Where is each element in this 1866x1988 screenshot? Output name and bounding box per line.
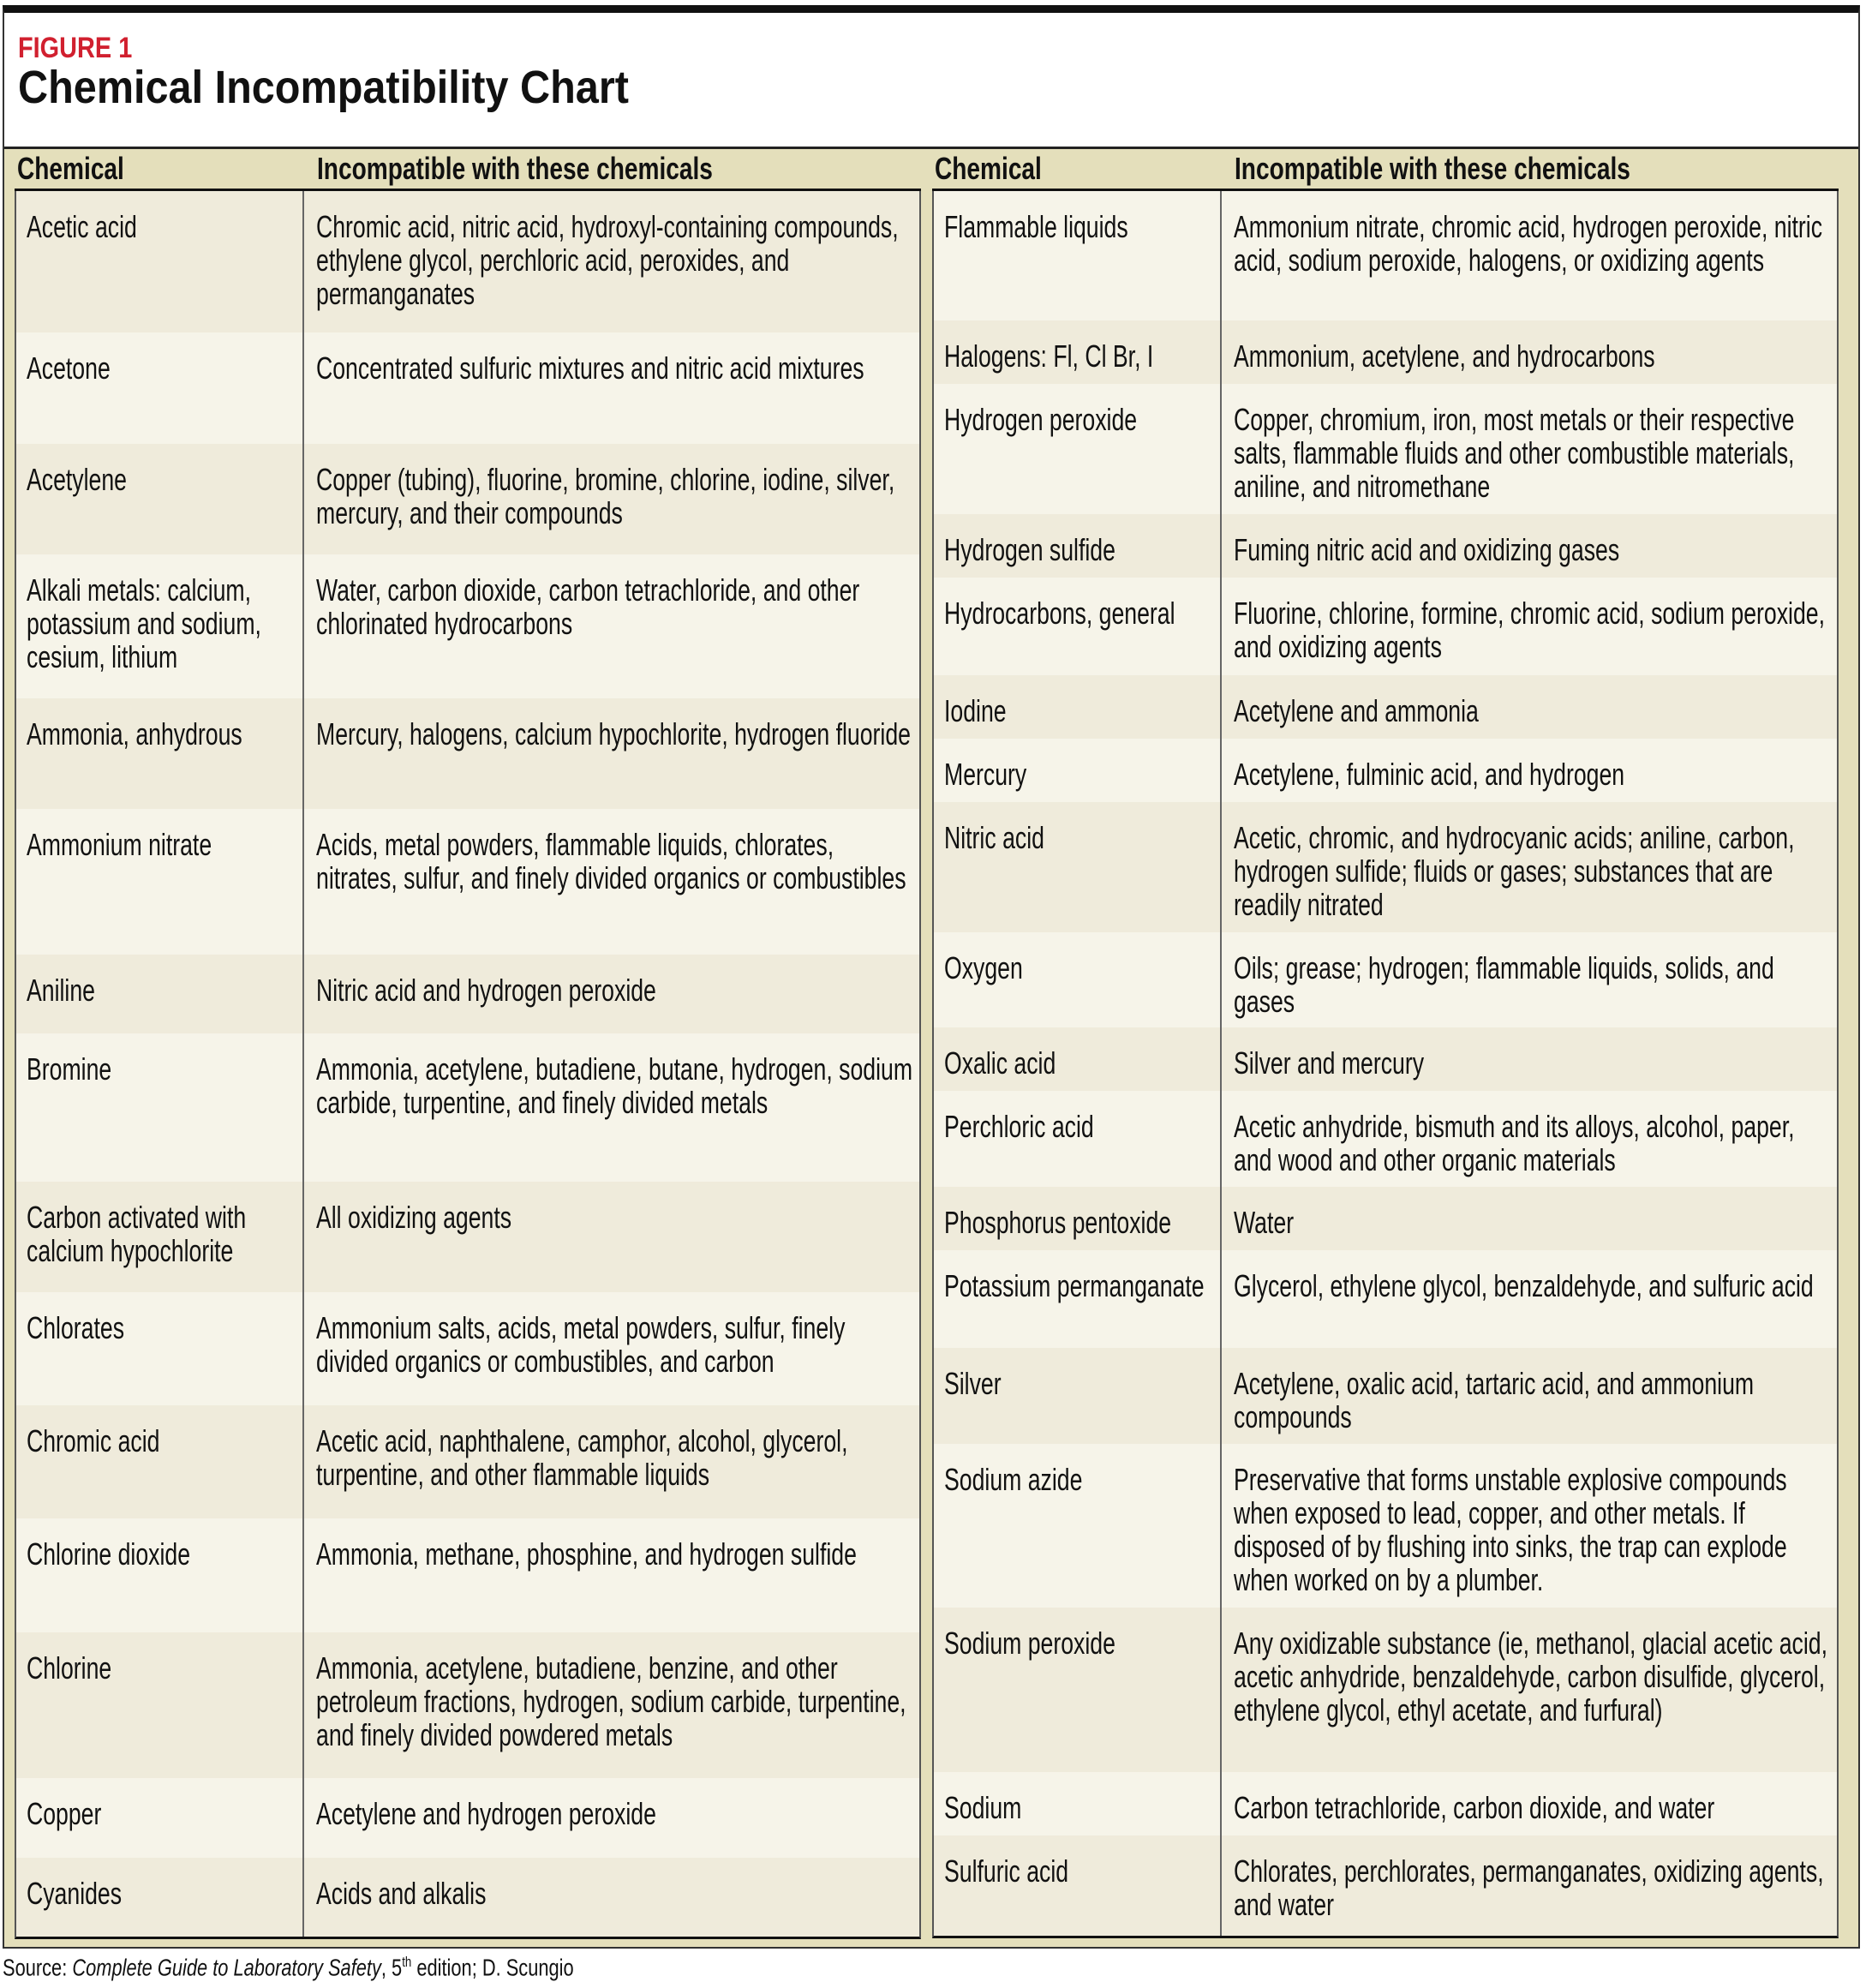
chemical-cell	[934, 1608, 1222, 1772]
chemical-name: Phosphorus pentoxide	[944, 1205, 1172, 1240]
incompatible-text: Ammonium nitrate, chromic acid, hydrogen peroxide, nitric acid, sodium peroxide, halogens, or oxidizing agents	[1234, 209, 1823, 278]
table-row	[934, 1091, 1837, 1187]
incompatible-cell	[304, 1632, 919, 1778]
chemical-cell	[934, 1348, 1222, 1444]
table-row	[16, 809, 919, 955]
table-row	[16, 955, 919, 1033]
chemical-cell	[16, 955, 304, 1033]
incompatible-text: Chlorates, perchlorates, permanganates, oxidizing agents, and water	[1234, 1853, 1824, 1922]
incompatible-text: Mercury, halogens, calcium hypochlorite, hydrogen fluoride	[316, 716, 911, 751]
table-row	[934, 1187, 1837, 1250]
chemical-cell	[934, 1091, 1222, 1187]
chemical-cell	[16, 1292, 304, 1405]
incompatible-text: Ammonium salts, acids, metal powders, sulfur, finely divided organics or combustibles, and carbon	[316, 1310, 846, 1379]
table-row	[934, 1348, 1837, 1444]
incompatible-cell	[304, 191, 919, 332]
chemical-name: Ammonia, anhydrous	[27, 716, 242, 751]
table-row	[934, 1608, 1837, 1772]
incompatible-text: Copper, chromium, iron, most metals or their respective salts, flammable fluids and other combustible materials, aniline, and nitromethane	[1234, 402, 1795, 504]
column-header-chemical: Chemical	[935, 151, 1042, 186]
table-row	[934, 1444, 1837, 1608]
incompatible-text: Water, carbon dioxide, carbon tetrachloride, and other chlorinated hydrocarbons	[316, 572, 860, 641]
chemical-cell	[934, 739, 1222, 802]
table-row	[934, 384, 1837, 514]
chemical-cell	[16, 809, 304, 955]
chemical-cell	[934, 1835, 1222, 1936]
chemical-cell	[934, 191, 1222, 320]
incompatible-text: Ammonium, acetylene, and hydrocarbons	[1234, 338, 1655, 374]
incompatible-text: Glycerol, ethylene glycol, benzaldehyde, and sulfuric acid	[1234, 1268, 1814, 1303]
incompatible-text: Water	[1234, 1205, 1295, 1240]
chemical-name: Oxalic acid	[944, 1045, 1056, 1081]
table-row	[934, 1835, 1837, 1936]
table-body	[15, 191, 921, 1939]
incompatible-cell	[1222, 675, 1837, 739]
chemical-cell	[16, 1778, 304, 1858]
incompatible-text: Preservative that forms unstable explosive compounds when exposed to lead, copper, and other metals. If disposed of by flushing into sinks, the trap can explode when worked on by a plumber.	[1234, 1462, 1787, 1597]
chemical-cell	[16, 1518, 304, 1632]
chemical-name: Nitric acid	[944, 820, 1044, 855]
table-row	[16, 1292, 919, 1405]
chemical-name: Sodium	[944, 1790, 1022, 1825]
table-row	[934, 675, 1837, 739]
chemical-cell	[16, 1033, 304, 1182]
chemical-name: Halogens: Fl, Cl Br, I	[944, 338, 1154, 374]
chemical-name: Carbon activated with calcium hypochlorite	[27, 1200, 247, 1268]
figure-label: FIGURE 1	[18, 32, 133, 64]
chemical-name: Chlorine dioxide	[27, 1536, 191, 1572]
source-suffix: edition; D. Scungio	[411, 1954, 574, 1981]
table-row	[16, 1182, 919, 1292]
incompatible-cell	[1222, 320, 1837, 384]
incompatible-text: Acetic acid, naphthalene, camphor, alcohol, glycerol, turpentine, and other flammable liquids	[316, 1423, 848, 1492]
chemical-name: Sodium peroxide	[944, 1626, 1115, 1661]
chemical-name: Sodium azide	[944, 1462, 1083, 1497]
chemical-name: Flammable liquids	[944, 209, 1128, 244]
incompatible-cell	[1222, 1250, 1837, 1348]
incompatible-cell	[1222, 1348, 1837, 1444]
incompatible-cell	[1222, 1772, 1837, 1835]
incompatible-text: All oxidizing agents	[316, 1200, 512, 1235]
incompatible-cell	[1222, 578, 1837, 675]
chemical-cell	[16, 332, 304, 444]
chemical-cell	[16, 444, 304, 554]
incompatible-text: Carbon tetrachloride, carbon dioxide, and water	[1234, 1790, 1715, 1825]
table-row	[934, 1027, 1837, 1091]
table-row	[934, 514, 1837, 578]
table-header	[15, 137, 921, 191]
incompatible-cell	[1222, 1444, 1837, 1608]
chemical-cell	[934, 675, 1222, 739]
incompatible-cell	[1222, 1027, 1837, 1091]
incompatible-cell	[304, 554, 919, 698]
incompatible-cell	[304, 1292, 919, 1405]
chemical-name: Ammonium nitrate	[27, 827, 212, 862]
right-table	[932, 137, 1839, 1938]
column-header-chemical: Chemical	[17, 151, 124, 186]
incompatible-cell	[304, 1858, 919, 1937]
table-row	[16, 1033, 919, 1182]
left-table	[15, 137, 921, 1939]
chemical-name: Mercury	[944, 757, 1027, 792]
table-row	[16, 444, 919, 554]
incompatible-cell	[1222, 191, 1837, 320]
chemical-cell	[934, 932, 1222, 1027]
chemical-cell	[16, 1858, 304, 1937]
table-row	[16, 332, 919, 444]
incompatible-cell	[1222, 802, 1837, 932]
chemical-cell	[16, 1182, 304, 1292]
chemical-name: Acetylene	[27, 462, 128, 497]
incompatible-cell	[304, 1182, 919, 1292]
incompatible-text: Ammonia, acetylene, butadiene, benzine, and other petroleum fractions, hydrogen, sodium carbide, turpentine, and finely divided powdered metals	[316, 1650, 906, 1752]
chemical-cell	[934, 384, 1222, 514]
incompatible-cell	[304, 332, 919, 444]
chemical-name: Hydrogen peroxide	[944, 402, 1138, 437]
incompatible-cell	[1222, 1091, 1837, 1187]
chemical-cell	[934, 320, 1222, 384]
chemical-cell	[16, 554, 304, 698]
table-row	[934, 739, 1837, 802]
chemical-name: Chlorine	[27, 1650, 112, 1686]
column-header-incompatible: Incompatible with these chemicals	[1235, 151, 1630, 186]
table-row	[16, 1858, 919, 1937]
incompatible-cell	[304, 444, 919, 554]
table-row	[16, 1405, 919, 1518]
incompatible-text: Acetylene, oxalic acid, tartaric acid, and ammonium compounds	[1234, 1366, 1755, 1434]
chemical-cell	[934, 1250, 1222, 1348]
incompatible-cell	[1222, 739, 1837, 802]
incompatible-cell	[304, 698, 919, 809]
incompatible-cell	[304, 955, 919, 1033]
incompatible-text: Acids and alkalis	[316, 1876, 487, 1911]
incompatible-cell	[1222, 514, 1837, 578]
incompatible-text: Acetylene, fulminic acid, and hydrogen	[1234, 757, 1625, 792]
table-row	[16, 698, 919, 809]
chemical-name: Silver	[944, 1366, 1002, 1401]
incompatible-text: Ammonia, acetylene, butadiene, butane, hydrogen, sodium carbide, turpentine, and finely divided metals	[316, 1051, 913, 1120]
chemical-cell	[934, 1027, 1222, 1091]
chemical-name: Hydrocarbons, general	[944, 596, 1175, 631]
chemical-name: Iodine	[944, 693, 1007, 728]
column-header-incompatible: Incompatible with these chemicals	[317, 151, 713, 186]
chemical-cell	[16, 1632, 304, 1778]
table-row	[16, 1778, 919, 1858]
table-row	[16, 1518, 919, 1632]
table-row	[934, 1772, 1837, 1835]
table-row	[16, 191, 919, 332]
incompatible-cell	[304, 1405, 919, 1518]
chemical-name: Copper	[27, 1796, 102, 1831]
table-row	[934, 1250, 1837, 1348]
incompatible-text: Chromic acid, nitric acid, hydroxyl-containing compounds, ethylene glycol, perchloric acid, peroxides, and permanganates	[316, 209, 899, 311]
incompatible-cell	[1222, 932, 1837, 1027]
table-row	[934, 578, 1837, 675]
chemical-cell	[16, 1405, 304, 1518]
table-row	[934, 802, 1837, 932]
chemical-cell	[16, 698, 304, 809]
incompatible-text: Acetic, chromic, and hydrocyanic acids; aniline, carbon, hydrogen sulfide; fluids or gases; substances that are readily nitrated	[1234, 820, 1795, 922]
chemical-name: Potassium permanganate	[944, 1268, 1205, 1303]
chemical-name: Acetic acid	[27, 209, 137, 244]
table-row	[934, 191, 1837, 320]
source-note	[3, 1954, 574, 1981]
incompatible-text: Oils; grease; hydrogen; flammable liquids, solids, and gases	[1234, 950, 1774, 1019]
chemical-cell	[934, 1187, 1222, 1250]
source-prefix: Source:	[3, 1954, 73, 1981]
source-edition: , 5	[380, 1954, 403, 1981]
incompatible-cell	[304, 809, 919, 955]
incompatible-cell	[304, 1033, 919, 1182]
table-body	[932, 191, 1839, 1938]
chemical-name: Chlorates	[27, 1310, 125, 1345]
source-book-title: Complete Guide to Laboratory Safety	[72, 1954, 381, 1981]
incompatible-text: Acetic anhydride, bismuth and its alloys, alcohol, paper, and wood and other organic materials	[1234, 1109, 1795, 1177]
incompatible-cell	[1222, 384, 1837, 514]
chemical-name: Bromine	[27, 1051, 112, 1087]
incompatible-text: Concentrated sulfuric mixtures and nitric acid mixtures	[316, 350, 864, 386]
incompatible-text: Fluorine, chlorine, formine, chromic acid, sodium peroxide, and oxidizing agents	[1234, 596, 1825, 664]
chemical-name: Oxygen	[944, 950, 1023, 985]
incompatible-text: Nitric acid and hydrogen peroxide	[316, 973, 656, 1008]
incompatible-text: Any oxidizable substance (ie, methanol, glacial acetic acid, acetic anhydride, benzaldehyde, carbon disulfide, glycerol, ethylene glycol, ethyl acetate, and furfural)	[1234, 1626, 1828, 1728]
table-row	[934, 320, 1837, 384]
chemical-name: Aniline	[27, 973, 95, 1008]
incompatible-text: Acids, metal powders, flammable liquids, chlorates, nitrates, sulfur, and finely divided organics or combustibles	[316, 827, 906, 895]
incompatible-text: Copper (tubing), fluorine, bromine, chlorine, iodine, silver, mercury, and their compounds	[316, 462, 895, 530]
incompatible-text: Acetylene and ammonia	[1234, 693, 1479, 728]
table-row	[16, 554, 919, 698]
chemical-name: Alkali metals: calcium, potassium and sodium, cesium, lithium	[27, 572, 261, 674]
chemical-cell	[934, 514, 1222, 578]
chemical-name: Perchloric acid	[944, 1109, 1094, 1144]
chemical-name: Sulfuric acid	[944, 1853, 1069, 1889]
incompatible-text: Fuming nitric acid and oxidizing gases	[1234, 532, 1620, 567]
figure-header	[4, 13, 1858, 149]
chemical-cell	[934, 1772, 1222, 1835]
incompatible-cell	[1222, 1187, 1837, 1250]
incompatible-text: Acetylene and hydrogen peroxide	[316, 1796, 656, 1831]
incompatible-text: Ammonia, methane, phosphine, and hydrogen sulfide	[316, 1536, 857, 1572]
chemical-name: Acetone	[27, 350, 111, 386]
incompatible-cell	[304, 1778, 919, 1858]
chemical-name: Cyanides	[27, 1876, 123, 1911]
page-title: Chemical Incompatibility Chart	[18, 62, 629, 113]
table-header	[932, 137, 1839, 191]
table-row	[16, 1632, 919, 1778]
chemical-cell	[934, 578, 1222, 675]
table-row	[934, 932, 1837, 1027]
incompatible-cell	[1222, 1608, 1837, 1772]
incompatible-cell	[1222, 1835, 1837, 1936]
source-edition-suffix: th	[402, 1954, 412, 1970]
chemical-cell	[934, 802, 1222, 932]
chemical-cell	[16, 191, 304, 332]
chemical-name: Hydrogen sulfide	[944, 532, 1115, 567]
chemical-name: Chromic acid	[27, 1423, 160, 1458]
chemical-cell	[934, 1444, 1222, 1608]
incompatible-cell	[304, 1518, 919, 1632]
incompatible-text: Silver and mercury	[1234, 1045, 1425, 1081]
